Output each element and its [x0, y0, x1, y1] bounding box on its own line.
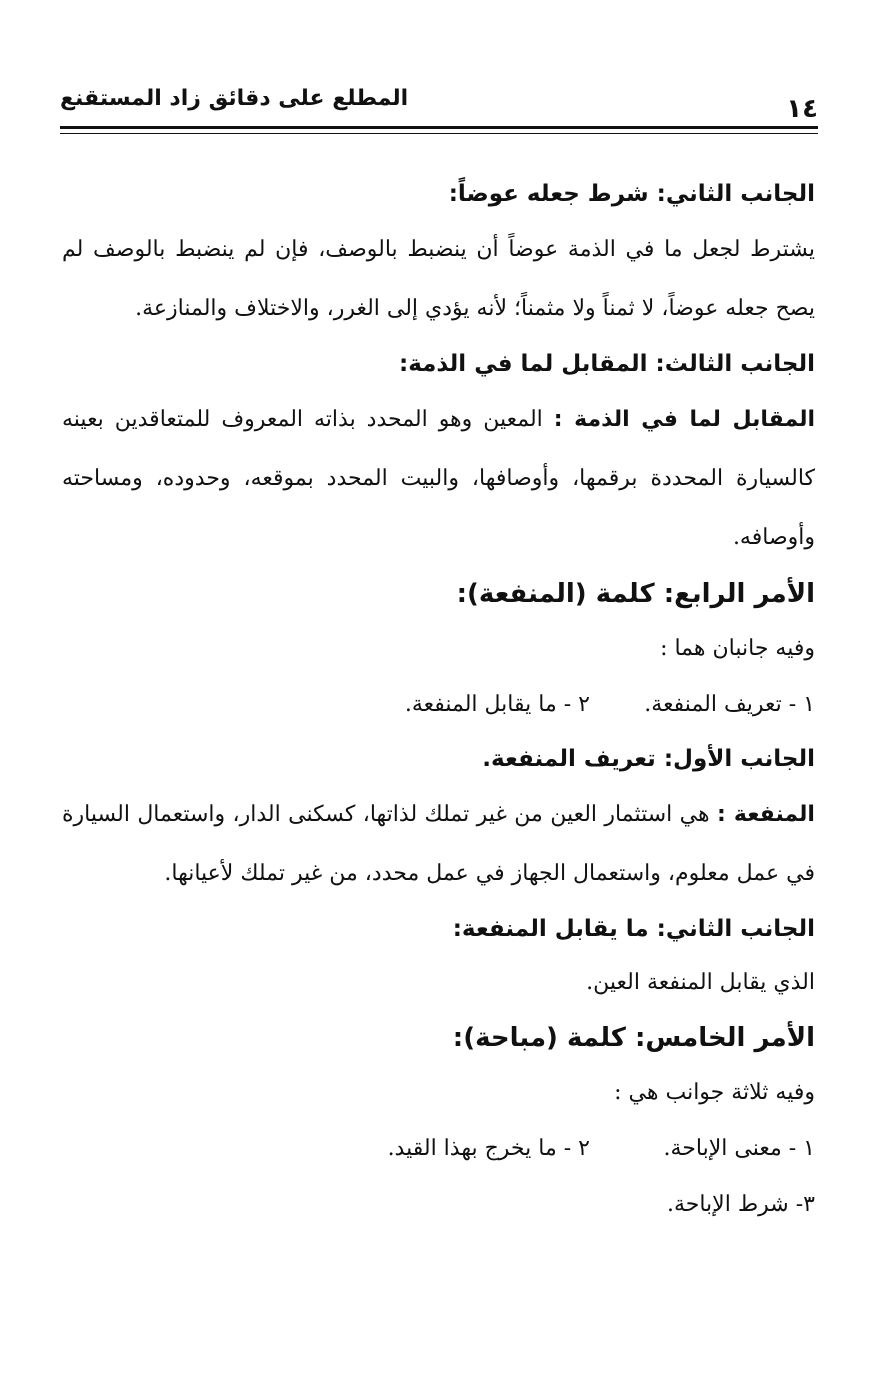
list-item: ١ - تعريف المنفعة. — [644, 692, 815, 717]
section-heading-fifth: الأمر الخامس: كلمة (مباحة): — [452, 1023, 815, 1053]
list-item: ٢ - ما يخرج بهذا القيد. — [387, 1136, 590, 1161]
list-fifth — [62, 1121, 815, 1177]
paragraph-counterpart — [62, 390, 815, 567]
intro-fifth: وفيه ثلاثة جوانب هي : — [614, 1080, 815, 1105]
paragraph-opposite: الذي يقابل المنفعة العين. — [586, 970, 815, 995]
list-fourth — [62, 677, 815, 733]
intro-fourth: وفيه جانبان هما : — [660, 636, 815, 661]
paragraph-definition-text: هي استثمار العين من غير تملك لذاتها، كسكنى الدار، واستعمال السيارة في عمل معلوم، واستعمال الجهاز في عمل محدد، من غير تملك لأعيانها. — [62, 802, 815, 886]
paragraph-definition — [62, 785, 815, 903]
paragraph-condition: يشترط لجعل ما في الذمة عوضاً أن ينضبط بالوصف، فإن لم ينضبط بالوصف لم يصح جعله عوضاً، لا ثمناً ولا مثمناً؛ لأنه يؤدي إلى الغرر، والاختلاف والمنازعة. — [62, 237, 815, 321]
list-item: ٣- شرط الإباحة. — [666, 1192, 815, 1217]
term-benefit: المنفعة : — [717, 802, 815, 827]
page-body — [62, 168, 815, 1233]
section-heading-condition: الجانب الثاني: شرط جعله عوضاً: — [448, 181, 815, 207]
section-heading-fourth: الأمر الرابع: كلمة (المنفعة): — [456, 579, 815, 609]
section-heading-opposite: الجانب الثاني: ما يقابل المنفعة: — [452, 916, 815, 942]
paragraph-counterpart-text: المعين وهو المحدد بذاته المعروف للمتعاقدين بعينه كالسيارة المحددة برقمها، وأوصافها، والبيت المحدد بموقعه، وحدوده، ومساحته وأوصافه. — [62, 407, 815, 550]
list-item: ٢ - ما يقابل المنفعة. — [404, 692, 590, 717]
term-counterpart: المقابل لما في الذمة : — [553, 407, 815, 432]
header-rule-thin — [60, 133, 818, 134]
section-heading-definition: الجانب الأول: تعريف المنفعة. — [482, 746, 815, 772]
book-title: المطلع على دقائق زاد المستقنع — [60, 86, 409, 111]
header-rule-thick — [60, 126, 818, 129]
section-heading-counterpart: الجانب الثالث: المقابل لما في الذمة: — [399, 351, 815, 377]
page-number: ١٤ — [786, 94, 818, 124]
list-item: ١ - معنى الإباحة. — [663, 1136, 815, 1161]
running-header — [60, 84, 818, 124]
